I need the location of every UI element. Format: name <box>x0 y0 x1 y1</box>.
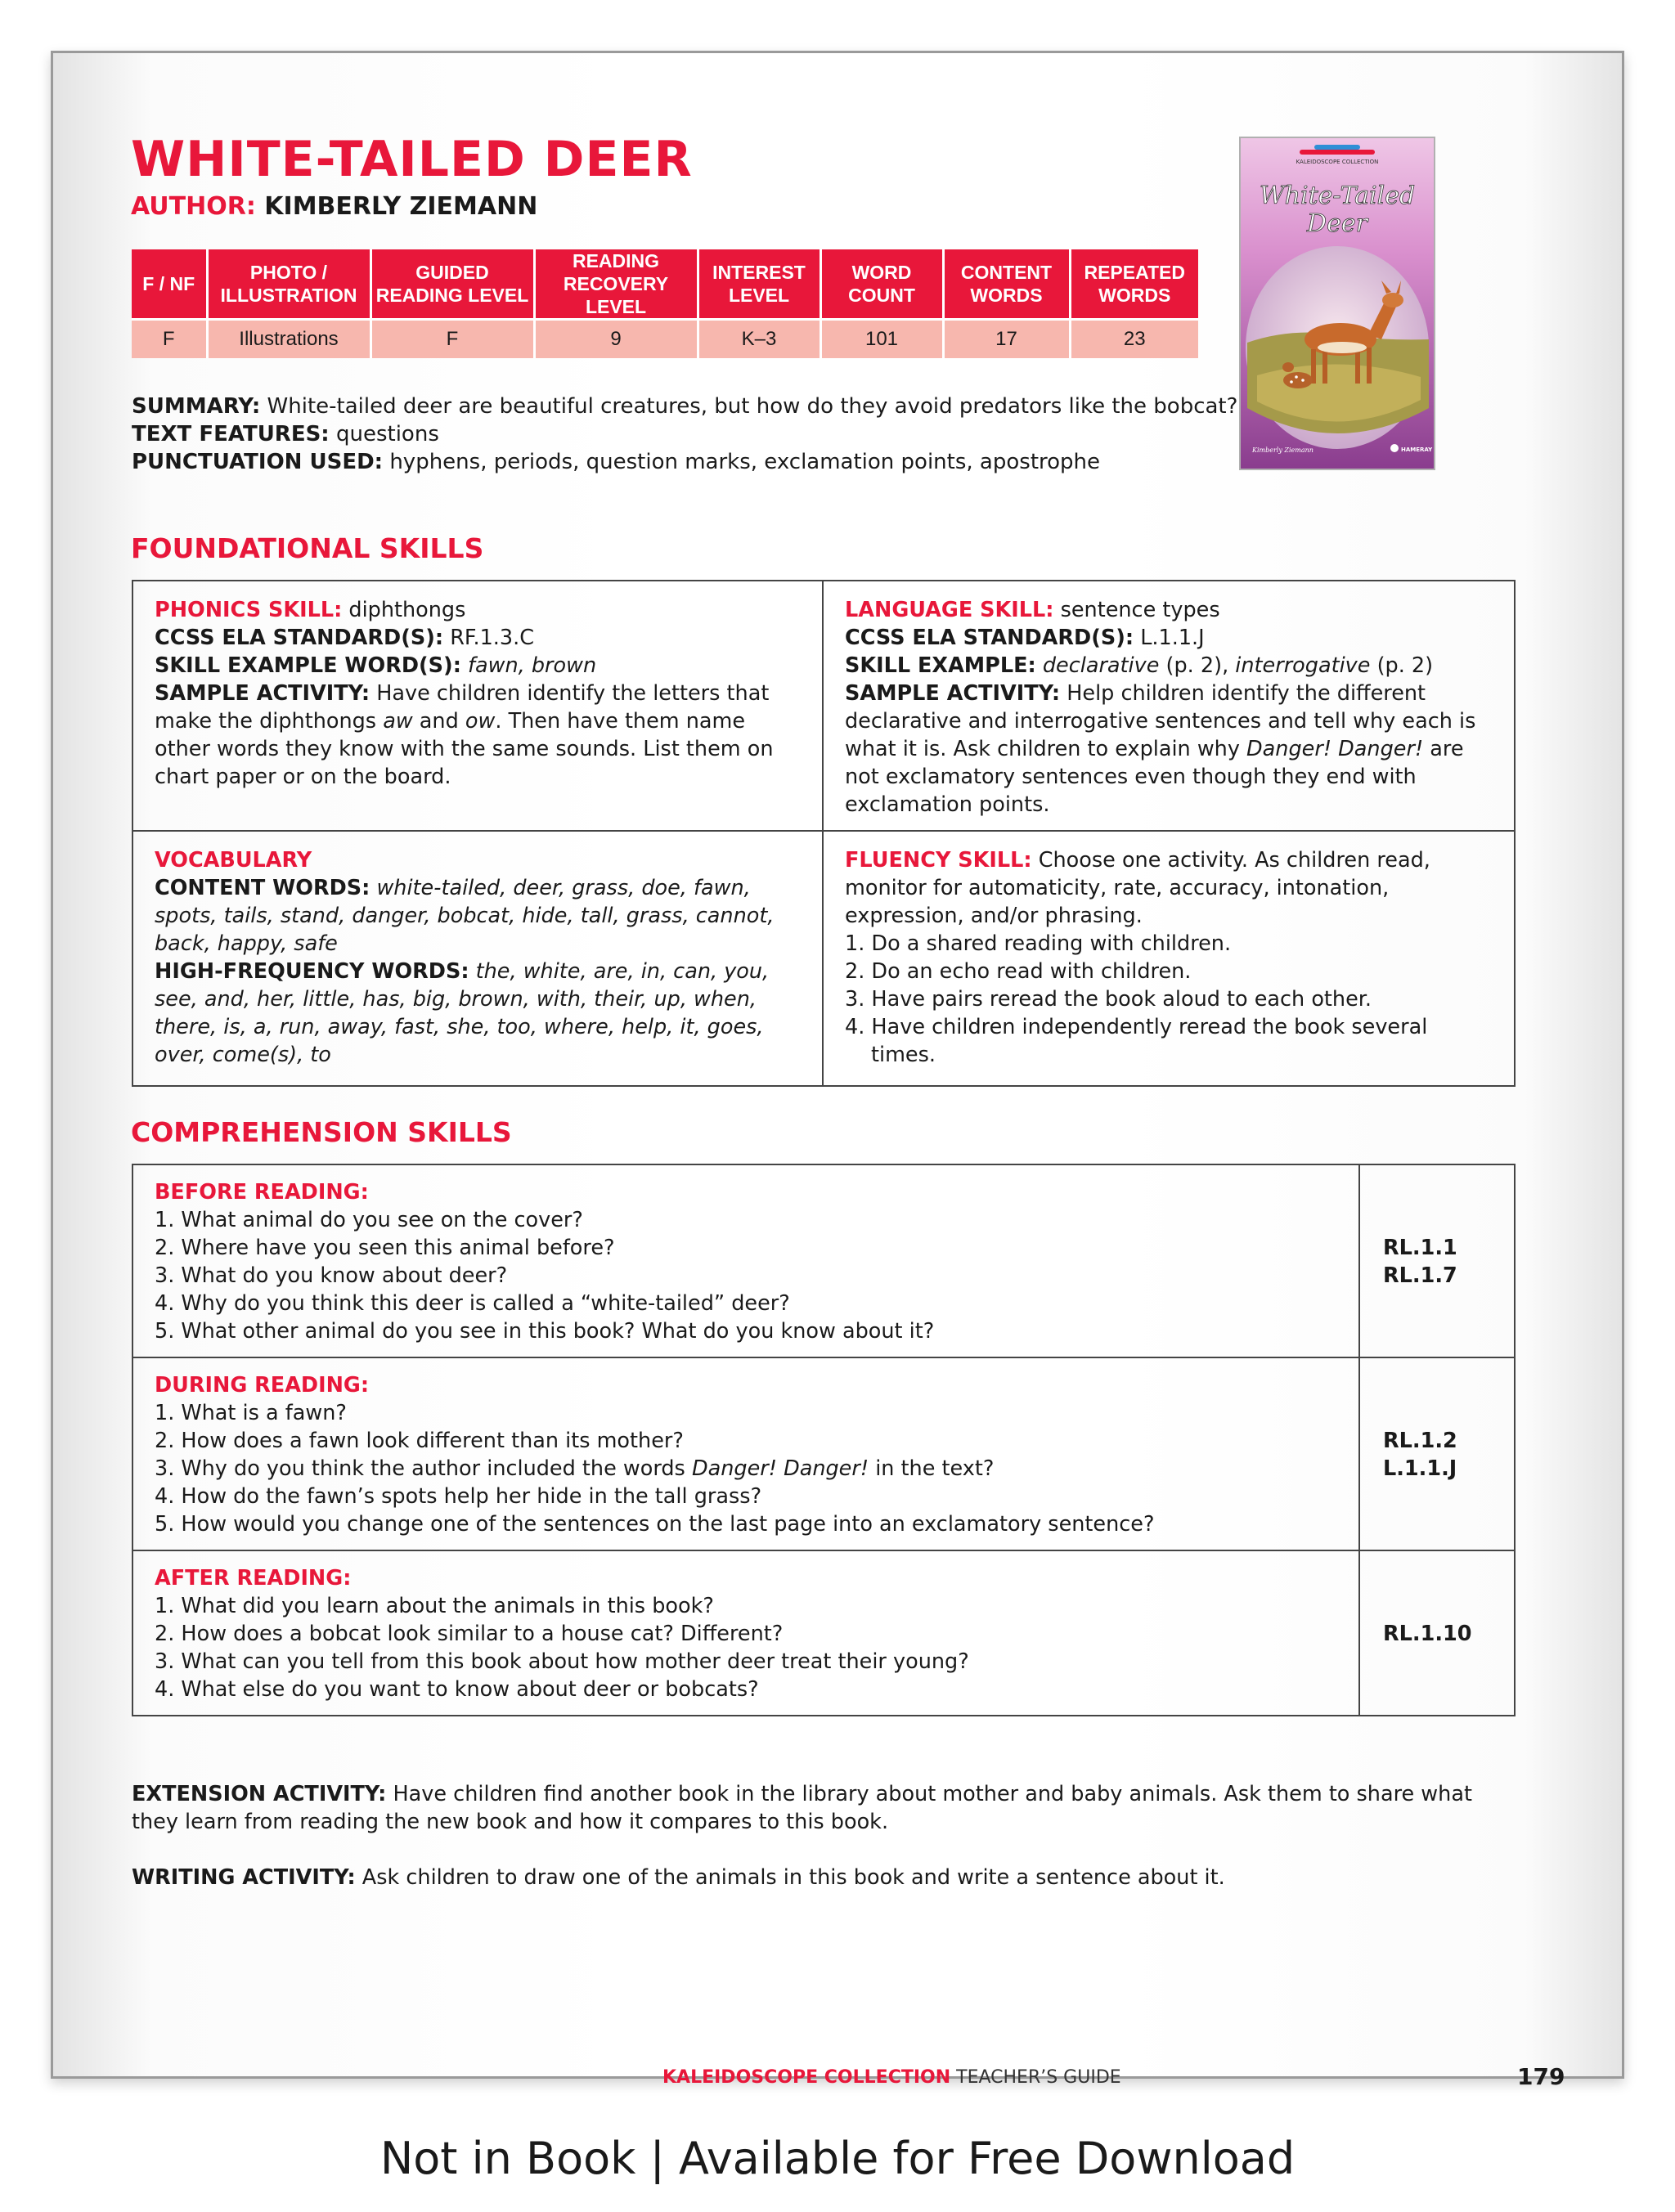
stats-value-content-words: 17 <box>943 320 1070 359</box>
before-reading-row <box>132 1164 1515 1357</box>
stats-header-illustration: PHOTO / ILLUSTRATION <box>207 249 370 320</box>
cover-publisher: HAMERAY <box>1401 446 1433 453</box>
comprehension-skills-table <box>132 1164 1516 1716</box>
after-reading-questions: AFTER READING: 1. What did you learn about the animals in this book? 2. How does a bobcat look similar to a house cat? Different? 3. What can you tell from this book about how mother deer treat their young? 4. What else do you want to know about deer or bobcats? <box>132 1550 1359 1716</box>
extension-activity: EXTENSION ACTIVITY: Have children find another book in the library about mother and baby animals. Ask them to share what they learn from reading the new book and how it compares to this book. <box>132 1782 1472 1834</box>
activities <box>132 1780 1514 1919</box>
stats-header-interest-level: INTEREST LEVEL <box>698 249 820 320</box>
stats-header-fnf: F / NF <box>132 249 207 320</box>
page-footer <box>662 2067 1121 2088</box>
summary-line: SUMMARY: White-tailed deer are beautiful creatures, but how do they avoid predators like the bobcat? <box>132 394 1238 419</box>
cover-title-line1: White-Tailed <box>1259 182 1416 210</box>
list-item: 1. Do a shared reading with children. <box>845 931 1232 956</box>
page-title: WHITE-TAILED DEER <box>131 131 693 188</box>
fluency-activity-list <box>845 930 1493 1069</box>
comprehension-skills-heading: COMPREHENSION SKILLS <box>131 1116 512 1148</box>
stats-header-row <box>132 249 1198 320</box>
footer-guide: TEACHER’S GUIDE <box>956 2067 1121 2088</box>
stats-value-row <box>132 320 1198 359</box>
stats-value-illustration: Illustrations <box>207 320 370 359</box>
during-reading-questions: DURING READING: 1. What is a fawn? 2. How does a fawn look different than its mother? 3. Why do you think the author included the words Danger! Danger! in the text? 4. How do the fawn’s spots help her hide in the tall grass? 5. How would you change one of the sentences on the last page into an exclamatory sentence? <box>132 1357 1359 1550</box>
writing-activity: WRITING ACTIVITY: Ask children to draw one of the animals in this book and write a sentence about it. <box>132 1865 1225 1890</box>
cover-illustration <box>1241 138 1434 469</box>
book-summary <box>132 393 1260 476</box>
book-stats-table <box>132 249 1198 358</box>
foundational-row-2 <box>132 831 1515 1086</box>
language-skill-cell: LANGUAGE SKILL: sentence types CCSS ELA STANDARD(S): L.1.1.J SKILL EXAMPLE: declarative (p. 2), interrogative (p. 2) SAMPLE ACTIVITY: Help children identify the different declarative and interrogative sentences and tell why each is what it is. Ask children to explain why Danger! Danger! are not exclamatory sentences even though they end with exclamation points. <box>823 581 1515 831</box>
fluency-skill-cell: FLUENCY SKILL: Choose one activity. As children read, monitor for automaticity, rate, accuracy, intonation, expression, and/or phrasing. 1. Do a shared reading with children. 2. Do an echo read with children. 3. Have pairs reread the book aloud to each other. 4. Have children independently reread the book several times. <box>823 831 1515 1086</box>
author-name: KIMBERLY ZIEMANN <box>264 192 538 221</box>
before-reading-standards: RL.1.1 RL.1.7 <box>1359 1164 1515 1357</box>
stats-value-fnf: F <box>132 320 207 359</box>
cover-series: KALEIDOSCOPE COLLECTION <box>1296 159 1379 165</box>
cover-title-line2: Deer <box>1307 209 1367 238</box>
foundational-skills-table <box>132 580 1516 1087</box>
footer-brand: KALEIDOSCOPE COLLECTION <box>662 2067 951 2088</box>
author-label: AUTHOR: <box>131 192 256 221</box>
text-features-line: TEXT FEATURES: questions <box>132 422 439 446</box>
after-reading-row <box>132 1550 1515 1716</box>
publisher-logo-icon <box>1390 444 1399 452</box>
foundational-row-1 <box>132 581 1515 831</box>
book-cover-image <box>1239 137 1435 470</box>
author-line <box>131 192 537 221</box>
foundational-skills-heading: FOUNDATIONAL SKILLS <box>131 532 484 564</box>
during-reading-standards: RL.1.2 L.1.1.J <box>1359 1357 1515 1550</box>
page-number: 179 <box>1517 2063 1565 2090</box>
stats-value-recovery-level: 9 <box>534 320 698 359</box>
phonics-skill-cell: PHONICS SKILL: diphthongs CCSS ELA STANDARD(S): RF.1.3.C SKILL EXAMPLE WORD(S): fawn, brown SAMPLE ACTIVITY: Have children identify the letters that make the diphthongs aw and ow. Then have them name other words they know with the same sounds. List them on chart paper or on the board. <box>132 581 823 831</box>
list-item: 3. Have pairs reread the book aloud to each other. <box>845 987 1372 1012</box>
stats-value-repeated-words: 23 <box>1070 320 1198 359</box>
stats-header-word-count: WORD COUNT <box>820 249 943 320</box>
stats-header-content-words: CONTENT WORDS <box>943 249 1070 320</box>
stats-header-repeated-words: REPEATED WORDS <box>1070 249 1198 320</box>
stats-value-word-count: 101 <box>820 320 943 359</box>
during-reading-row <box>132 1357 1515 1550</box>
after-reading-standards: RL.1.10 <box>1359 1550 1515 1716</box>
list-item: 2. Do an echo read with children. <box>845 959 1192 984</box>
cover-author: Kimberly Ziemann <box>1252 446 1314 454</box>
stats-header-recovery-level: READING RECOVERY LEVEL <box>534 249 698 320</box>
download-banner: Not in Book | Available for Free Download <box>379 2133 1296 2184</box>
list-item: 4. Have children independently reread the book several times. <box>845 1015 1428 1067</box>
stats-value-guided-level: F <box>370 320 534 359</box>
punctuation-line: PUNCTUATION USED: hyphens, periods, question marks, exclamation points, apostrophe <box>132 450 1101 474</box>
stats-value-interest-level: K–3 <box>698 320 820 359</box>
vocabulary-cell: VOCABULARY CONTENT WORDS: white-tailed, deer, grass, doe, fawn, spots, tails, stand, danger, bobcat, hide, tall, grass, cannot, back, happy, safe HIGH-FREQUENCY WORDS: the, white, are, in, can, you, see, and, her, little, has, big, brown, with, their, up, when, there, is, a, run, away, fast, she, too, where, help, it, goes, over, come(s), to <box>132 831 823 1086</box>
cover-rainbow-icon <box>1300 150 1375 155</box>
before-reading-questions: BEFORE READING: 1. What animal do you see on the cover? 2. Where have you seen this animal before? 3. What do you know about deer? 4. Why do you think this deer is called a “white-tailed” deer? 5. What other animal do you see in this book? What do you know about it? <box>132 1164 1359 1357</box>
stats-header-guided-level: GUIDED READING LEVEL <box>370 249 534 320</box>
guide-page <box>51 51 1624 2090</box>
